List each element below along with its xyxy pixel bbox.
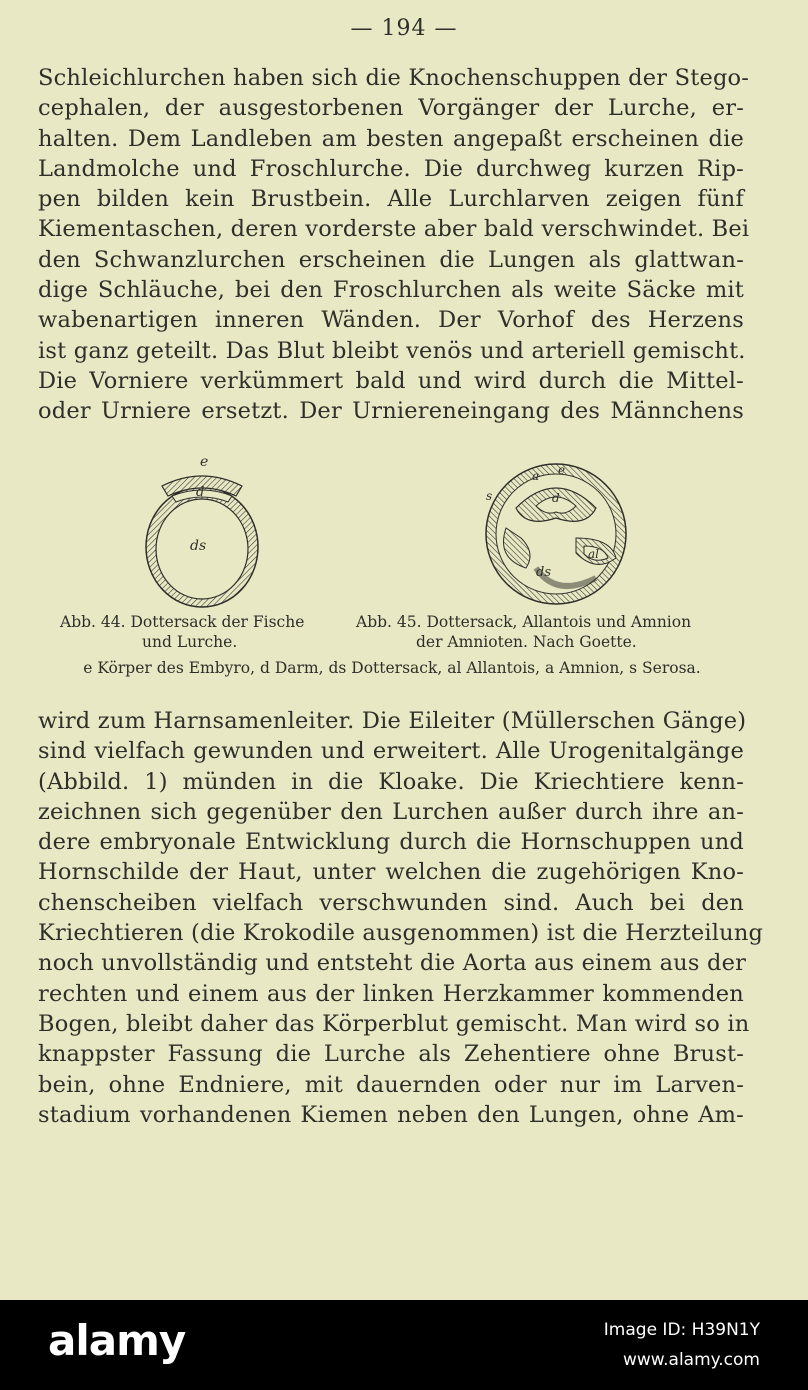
label-d: d — [552, 491, 560, 505]
text-line: halten. Dem Landleben am besten angepaßt erscheinen die — [38, 125, 744, 152]
caption-line: der Amnioten. Nach Goette. — [416, 633, 637, 651]
paragraph-1 — [38, 63, 750, 427]
caption-line: Abb. 45. Dottersack, Allantois und Amnion — [356, 613, 692, 631]
text-line: Schleichlurchen haben sich die Knochenschuppen der Stego- — [38, 65, 750, 91]
image-id: Image ID: H39N1Y — [603, 1320, 760, 1340]
text-line: Bogen, bleibt daher das Körperblut gemischt. Man wird so in — [38, 1010, 750, 1037]
text-line: wabenartigen inneren Wänden. Der Vorhof des Herzens — [38, 307, 744, 334]
text-line: bein, ohne Endniere, mit dauernden oder nur im Larven- — [38, 1071, 744, 1098]
text-line: Landmolche und Froschlurche. Die durchweg kurzen Rip- — [38, 155, 744, 182]
text-line: sind vielfach gewunden und erweitert. Alle Urogenitalgänge — [38, 738, 744, 765]
text-line: den Schwanzlurchen erscheinen die Lungen als glattwan- — [38, 246, 744, 273]
text-line: dere embryonale Entwicklung durch die Hornschuppen und — [38, 829, 744, 856]
text-line: wird zum Harnsamenleiter. Die Eileiter (Müllerschen Gänge) — [38, 708, 747, 734]
stock-footer-bar — [0, 1300, 808, 1390]
text-line: ist ganz geteilt. Das Blut bleibt venös und arteriell gemischt. — [38, 337, 746, 364]
text-line: zeichnen sich gegenüber den Lurchen außer durch ihre an- — [38, 798, 744, 825]
label-e: e — [200, 454, 209, 470]
paragraph-2 — [38, 706, 764, 1130]
label-ds: ds — [536, 565, 551, 580]
text-line: dige Schläuche, bei den Froschlurchen als weite Säcke mit — [38, 277, 744, 304]
text-line: noch unvollständig und entsteht die Aorta aus einem aus der — [38, 950, 747, 977]
caption-line: und Lurche. — [142, 633, 238, 651]
page-number: — 194 — — [350, 16, 458, 41]
label-s: s — [486, 489, 493, 503]
text-line: oder Urniere ersetzt. Der Urniereneingang des Männchens — [38, 398, 744, 425]
alamy-logo: alamy — [48, 1316, 186, 1365]
text-line: chenscheiben vielfach verschwunden sind. Auch bei den — [38, 889, 744, 916]
text-line: stadium vorhandenen Kiemen neben den Lungen, ohne Am- — [38, 1101, 744, 1128]
figure-44-yolk-sac-diagram — [140, 452, 270, 612]
label-a: a — [532, 469, 540, 483]
text-line: Die Vorniere verkümmert bald und wird durch die Mittel- — [38, 367, 744, 394]
text-line: Kiementaschen, deren vorderste aber bald verschwindet. Bei — [38, 216, 750, 243]
text-line: cephalen, der ausgestorbenen Vorgänger der Lurche, er- — [38, 95, 744, 122]
label-ds: ds — [190, 538, 207, 554]
text-line: (Abbild. 1) münden in die Kloake. Die Kriechtiere kenn- — [38, 768, 744, 795]
text-line: knappster Fassung die Lurche als Zehentiere ohne Brust- — [38, 1041, 744, 1068]
text-line: pen bilden kein Brustbein. Alle Lurchlarven zeigen fünf — [38, 186, 744, 213]
label-e: e — [558, 463, 566, 477]
label-d: d — [196, 485, 205, 500]
text-line: rechten und einem aus der linken Herzkammer kommenden — [38, 980, 744, 1007]
figure-45-amniote-diagram — [476, 458, 636, 608]
figure-legend: e Körper des Embyro, d Darm, ds Dottersack, al Allantois, a Amnion, s Serosa. — [83, 659, 701, 677]
text-line: Hornschilde der Haut, unter welchen die zugehörigen Kno- — [38, 859, 744, 886]
caption-line: Abb. 44. Dottersack der Fische — [60, 613, 305, 631]
label-al: al — [588, 547, 599, 561]
figure-44-caption — [60, 612, 350, 652]
text-line: Kriechtieren (die Krokodile ausgenommen) ist die Herzteilung — [38, 920, 764, 947]
figure-45-caption — [356, 612, 748, 652]
site-url: www.alamy.com — [622, 1350, 760, 1370]
